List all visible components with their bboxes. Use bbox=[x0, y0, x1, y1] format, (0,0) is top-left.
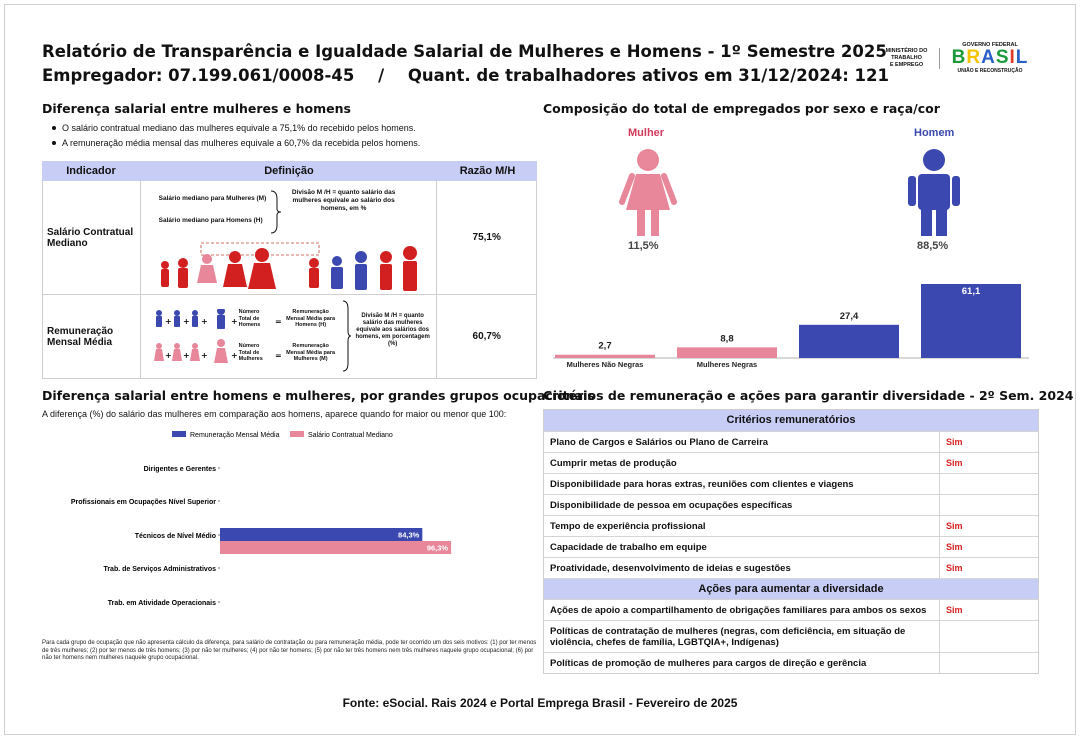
occupation-bar bbox=[220, 541, 451, 554]
indicator-name: Remuneração Mensal Média bbox=[43, 295, 141, 378]
woman-icon bbox=[618, 148, 678, 238]
criteria-mark bbox=[940, 432, 1038, 452]
svg-text:=: = bbox=[274, 317, 282, 326]
svg-text:+: + bbox=[200, 317, 208, 326]
definition-salary: Salário mediano para Mulheres (M) Salário mediano para Homens (H) Divisão M /H = quanto salário das mulheres equivale ao salário dos homens, em % bbox=[141, 181, 438, 294]
criteria-row bbox=[544, 515, 1038, 536]
bullet-1: O salário contratual mediano das mulheres equivale a 75,1% do recebido pelos homens. bbox=[52, 123, 416, 133]
composition-category-label: Mulheres Negras bbox=[696, 360, 758, 369]
composition-value-label: 27,4 bbox=[839, 310, 859, 322]
bullet-2: A remuneração média mensal das mulheres equivale a 60,7% da recebida pelos homens. bbox=[52, 138, 420, 148]
criteria-mark bbox=[940, 621, 1038, 652]
criteria-row bbox=[544, 431, 1038, 452]
ratio-salary: 75,1% bbox=[472, 232, 501, 243]
criteria-label: Políticas de promoção de mulheres para cargos de direção e gerência bbox=[544, 653, 940, 673]
occupational-bar-chart bbox=[42, 428, 537, 618]
separator: / bbox=[378, 66, 385, 85]
workers-label: Quant. de trabalhadores ativos em 31/12/2024: 121 bbox=[407, 66, 889, 85]
check-mark-icon: Sim bbox=[946, 458, 963, 468]
criteria-row bbox=[544, 599, 1038, 620]
criteria-label: Plano de Cargos e Salários ou Plano de Carreira bbox=[544, 432, 940, 452]
criteria-label: Capacidade de trabalho em equipe bbox=[544, 537, 940, 557]
legend-swatch bbox=[290, 431, 304, 437]
svg-text:+: + bbox=[182, 317, 190, 326]
criteria-row bbox=[544, 473, 1038, 494]
salary-diff-title: Diferença salarial entre mulheres e homens bbox=[42, 101, 351, 116]
occupational-title: Diferença salarial entre homens e mulheres, por grandes grupos ocupacionais bbox=[42, 388, 595, 403]
brace-icon bbox=[341, 299, 353, 373]
indicator-name: Salário Contratual Mediano bbox=[43, 181, 141, 294]
composition-bar bbox=[555, 355, 655, 358]
report-title: Relatório de Transparência e Igualdade Salarial de Mulheres e Homens - 1º Semestre 2025 bbox=[42, 42, 887, 61]
criteria-label: Tempo de experiência profissional bbox=[544, 516, 940, 536]
indicator-table-header: Indicador Definição Razão M/H bbox=[42, 161, 537, 181]
check-mark-icon: Sim bbox=[946, 542, 963, 552]
ratio-remuneration: 60,7% bbox=[472, 331, 501, 342]
svg-text:+: + bbox=[164, 317, 172, 326]
check-mark-icon: Sim bbox=[946, 605, 963, 615]
composition-bar bbox=[677, 347, 777, 358]
criteria-table bbox=[543, 409, 1039, 674]
report-subtitle bbox=[42, 66, 889, 85]
occupation-bar-label: 96,3% bbox=[426, 543, 449, 553]
indicator-row-remuneration bbox=[42, 295, 537, 379]
occupation-bar-label: 84,3% bbox=[398, 530, 420, 540]
criteria-head-diversity: Ações para aumentar a diversidade bbox=[544, 578, 1038, 599]
criteria-mark bbox=[940, 474, 1038, 494]
criteria-label: Cumprir metas de produção bbox=[544, 453, 940, 473]
criteria-mark bbox=[940, 516, 1038, 536]
composition-value-label: 61,1 bbox=[961, 286, 981, 297]
criteria-label: Disponibilidade de pessoa em ocupações específicas bbox=[544, 495, 940, 515]
man-pct: 88,5% bbox=[917, 240, 949, 252]
occupation-label: Técnicos de Nível Médio bbox=[134, 533, 216, 540]
composition-category-label: Homens Negros bbox=[942, 360, 1000, 369]
ministry-logo: MINISTÉRIO DO TRABALHO E EMPREGO bbox=[880, 48, 940, 69]
definition-remuneration: + + + + + + + + = = Número Total de Homens Número Total de Mulheres Remuneração Mensal Média para Homens (H) Remuneração Mensal Média para Mulheres (M) Divisão M /H = quanto salário das mulheres equivale aos salários dos homens, em porcentagem (%) bbox=[141, 295, 438, 378]
occupation-label: Trab. de Serviços Administrativos bbox=[103, 566, 216, 573]
indicator-row-salary bbox=[42, 181, 537, 295]
man-label: Homem bbox=[914, 127, 955, 139]
legend-label: Salário Contratual Mediano bbox=[308, 432, 393, 439]
woman-label: Mulher bbox=[628, 127, 665, 139]
occupational-footnote: Para cada grupo de ocupação que não apresenta cálculo da diferença, para salário de contratação ou para remuneração média, pode ter ocorrido um dos seis motivos: (1) por ter menos de três mulheres; (2) por ter menos de três homens; (3) por não ter mulheres; (4) por não ter homens; (5) por não ter três homens nem três mulheres naquele grupo ocupacional; (6) por não ter homens nem mulheres naquele grupo ocupacional. bbox=[42, 640, 537, 661]
criteria-mark bbox=[940, 495, 1038, 515]
occupation-label: Dirigentes e Gerentes bbox=[143, 466, 216, 473]
occupation-label: Trab. em Atividade Operacionais bbox=[107, 600, 216, 607]
composition-bar bbox=[799, 325, 899, 358]
check-mark-icon: Sim bbox=[946, 521, 963, 531]
svg-text:+: + bbox=[230, 351, 238, 360]
criteria-mark bbox=[940, 600, 1038, 620]
salary-people-illustration bbox=[159, 241, 429, 295]
check-mark-icon: Sim bbox=[946, 563, 963, 573]
indicator-table bbox=[42, 161, 537, 379]
brasil-wordmark: BRASIL bbox=[951, 47, 1029, 68]
composition-category-label: Mulheres Não Negras bbox=[566, 360, 644, 369]
criteria-row bbox=[544, 536, 1038, 557]
composition-title: Composição do total de empregados por sexo e raça/cor bbox=[543, 101, 940, 116]
man-icon bbox=[904, 148, 964, 238]
criteria-mark bbox=[940, 537, 1038, 557]
svg-text:+: + bbox=[164, 351, 172, 360]
employer-label: Empregador: 07.199.061/0008-45 bbox=[42, 66, 355, 85]
criteria-mark bbox=[940, 558, 1038, 578]
criteria-title: Critérios de remuneração e ações para garantir diversidade - 2º Sem. 2024 bbox=[543, 388, 1074, 403]
composition-category-label: Homens Não Negros bbox=[812, 360, 886, 369]
criteria-row bbox=[544, 452, 1038, 473]
svg-text:+: + bbox=[182, 351, 190, 360]
criteria-label: Proatividade, desenvolvimento de ideias e sugestões bbox=[544, 558, 940, 578]
occupational-subtitle: A diferença (%) do salário das mulheres em comparação aos homens, aparece quando for maior ou menor que 100: bbox=[42, 409, 507, 419]
criteria-row bbox=[544, 652, 1038, 673]
criteria-mark bbox=[940, 453, 1038, 473]
criteria-label: Disponibilidade para horas extras, reuniões com clientes e viagens bbox=[544, 474, 940, 494]
legend-swatch bbox=[172, 431, 186, 437]
svg-text:+: + bbox=[230, 317, 238, 326]
criteria-label: Ações de apoio a compartilhamento de obrigações familiares para ambos os sexos bbox=[544, 600, 940, 620]
gov-logo: GOVERNO FEDERAL BRASIL UNIÃO E RECONSTRUÇÃO bbox=[951, 42, 1029, 74]
criteria-mark bbox=[940, 653, 1038, 673]
composition-bar-chart bbox=[543, 276, 1039, 370]
svg-text:=: = bbox=[274, 351, 282, 360]
legend-label: Remuneração Mensal Média bbox=[190, 432, 280, 439]
brace-icon bbox=[269, 189, 283, 235]
occupation-label: Profissionais em Ocupações Nível Superior bbox=[70, 499, 216, 506]
criteria-head-remuneration: Critérios remuneratórios bbox=[544, 410, 1038, 431]
woman-pct: 11,5% bbox=[628, 240, 659, 252]
check-mark-icon: Sim bbox=[946, 437, 963, 447]
criteria-row bbox=[544, 494, 1038, 515]
composition-value-label: 2,7 bbox=[598, 340, 612, 352]
criteria-row bbox=[544, 620, 1038, 652]
svg-text:+: + bbox=[200, 351, 208, 360]
composition-value-label: 8,8 bbox=[720, 333, 734, 345]
occupation-bar bbox=[220, 528, 422, 541]
criteria-label: Políticas de contratação de mulheres (negras, com deficiência, em situação de violência, chefes de família, LGBTQIA+, Indígenas) bbox=[544, 621, 940, 652]
footer-source: Fonte: eSocial. Rais 2024 e Portal Emprega Brasil - Fevereiro de 2025 bbox=[342, 696, 738, 710]
criteria-row bbox=[544, 557, 1038, 578]
